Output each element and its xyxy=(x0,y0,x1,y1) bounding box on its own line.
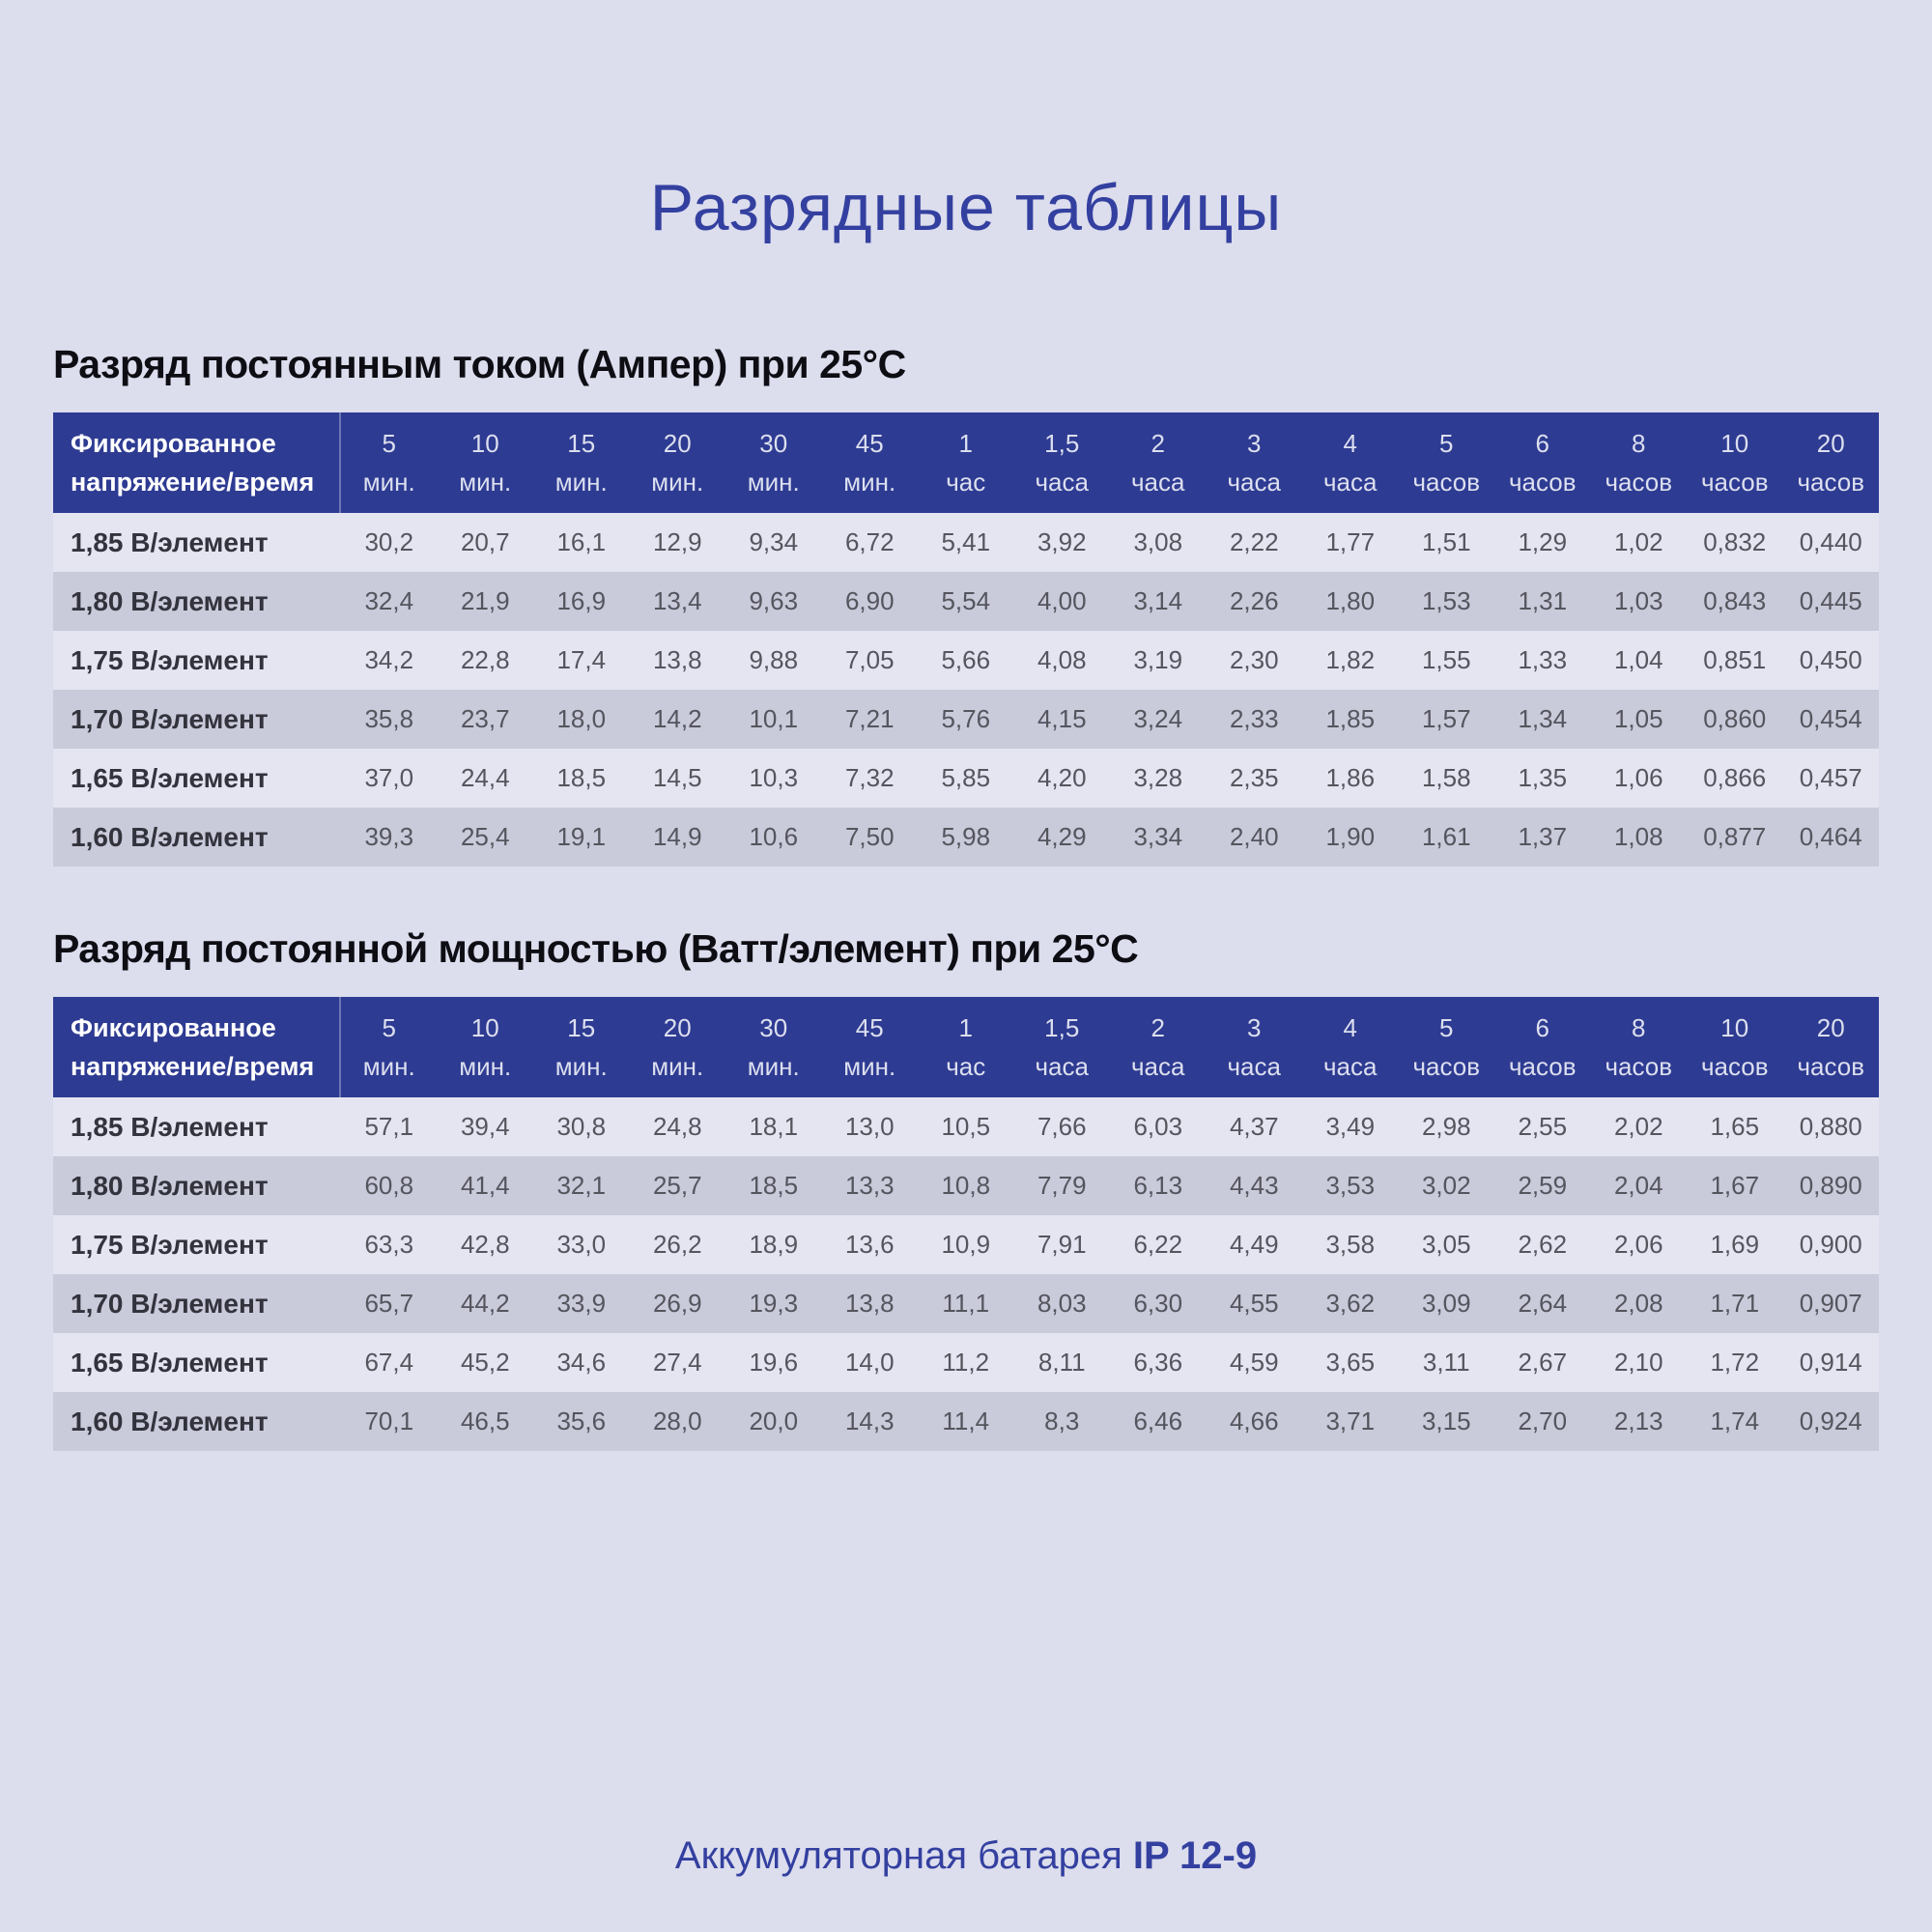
data-cell: 10,9 xyxy=(941,1230,991,1259)
table-header-row xyxy=(53,412,1879,513)
data-cell: 11,4 xyxy=(942,1406,990,1435)
data-cell: 33,9 xyxy=(556,1289,607,1318)
data-cell: 1,05 xyxy=(1613,704,1663,733)
data-cell: 2,30 xyxy=(1229,645,1279,674)
data-cell: 7,50 xyxy=(844,822,895,851)
data-cell: 9,34 xyxy=(749,527,799,556)
data-cell: 41,4 xyxy=(460,1171,510,1200)
data-cell: 11,1 xyxy=(942,1289,990,1318)
data-cell: 2,67 xyxy=(1518,1348,1568,1377)
data-cell: 18,1 xyxy=(749,1112,799,1141)
data-cell: 1,72 xyxy=(1710,1348,1760,1377)
data-cell: 1,51 xyxy=(1421,527,1471,556)
column-header: 2 часа xyxy=(1131,428,1185,497)
data-cell: 7,32 xyxy=(844,763,895,792)
data-cell: 7,05 xyxy=(844,645,895,674)
data-cell: 18,0 xyxy=(556,704,607,733)
column-header: 20 часов xyxy=(1797,1012,1865,1081)
column-header: 6 часов xyxy=(1508,1012,1577,1081)
data-cell: 5,66 xyxy=(941,645,991,674)
row-label: 1,85 В/элемент xyxy=(71,1111,269,1142)
data-cell: 45,2 xyxy=(460,1348,510,1377)
data-cell: 14,9 xyxy=(652,822,702,851)
row-label: 1,60 В/элемент xyxy=(71,1406,269,1436)
data-cell: 7,21 xyxy=(844,704,895,733)
data-cell: 18,5 xyxy=(749,1171,799,1200)
data-cell: 14,5 xyxy=(652,763,702,792)
data-cell: 1,31 xyxy=(1518,586,1568,615)
row-label: 1,75 В/элемент xyxy=(71,1229,269,1260)
data-cell: 13,3 xyxy=(844,1171,895,1200)
data-cell: 14,0 xyxy=(844,1348,895,1377)
data-cell: 24,4 xyxy=(460,763,510,792)
data-cell: 0,440 xyxy=(1799,527,1862,556)
data-cell: 3,58 xyxy=(1325,1230,1376,1259)
data-cell: 14,2 xyxy=(652,704,702,733)
data-cell: 1,85 xyxy=(1325,704,1376,733)
data-cell: 1,90 xyxy=(1325,822,1376,851)
data-cell: 39,4 xyxy=(460,1112,510,1141)
data-cell: 1,80 xyxy=(1325,586,1376,615)
data-cell: 46,5 xyxy=(460,1406,510,1435)
row-label: 1,65 В/элемент xyxy=(71,762,269,793)
data-cell: 2,26 xyxy=(1229,586,1279,615)
data-cell: 2,59 xyxy=(1518,1171,1568,1200)
table-header-row xyxy=(53,997,1879,1097)
data-cell: 5,85 xyxy=(941,763,991,792)
data-cell: 1,06 xyxy=(1613,763,1663,792)
column-header: 20 часов xyxy=(1797,428,1865,497)
data-cell: 2,62 xyxy=(1518,1230,1568,1259)
data-cell: 0,843 xyxy=(1703,586,1767,615)
data-cell: 17,4 xyxy=(556,645,607,674)
column-header: 4 часа xyxy=(1323,428,1378,497)
data-cell: 3,65 xyxy=(1325,1348,1376,1377)
data-cell: 0,890 xyxy=(1799,1171,1862,1200)
data-cell: 10,8 xyxy=(941,1171,991,1200)
column-header: 1,5 часа xyxy=(1035,428,1089,497)
discharge-current-table xyxy=(53,412,1879,867)
data-cell: 32,1 xyxy=(556,1171,607,1200)
data-cell: 70,1 xyxy=(364,1406,414,1435)
data-cell: 1,82 xyxy=(1325,645,1376,674)
column-header: 8 часов xyxy=(1605,428,1673,497)
column-header: 20 мин. xyxy=(651,428,704,497)
data-cell: 13,8 xyxy=(652,645,702,674)
data-cell: 3,92 xyxy=(1037,527,1087,556)
data-cell: 60,8 xyxy=(364,1171,414,1200)
data-cell: 34,2 xyxy=(364,645,414,674)
corner-header-label: Фиксированное напряжение/время xyxy=(53,412,341,513)
data-cell: 1,34 xyxy=(1518,704,1568,733)
data-cell: 12,9 xyxy=(652,527,702,556)
column-header: 4 часа xyxy=(1323,1012,1378,1081)
row-label: 1,60 В/элемент xyxy=(71,821,269,852)
data-cell: 19,3 xyxy=(749,1289,799,1318)
data-cell: 7,91 xyxy=(1037,1230,1087,1259)
data-cell: 26,9 xyxy=(652,1289,702,1318)
data-cell: 0,924 xyxy=(1799,1406,1862,1435)
data-cell: 2,02 xyxy=(1613,1112,1663,1141)
data-cell: 0,851 xyxy=(1703,645,1767,674)
table-row xyxy=(53,631,1879,690)
section-constant-current xyxy=(53,342,1879,867)
data-cell: 9,88 xyxy=(749,645,799,674)
data-cell: 24,8 xyxy=(652,1112,702,1141)
data-cell: 13,6 xyxy=(844,1230,895,1259)
data-cell: 2,06 xyxy=(1613,1230,1663,1259)
data-cell: 5,41 xyxy=(941,527,991,556)
column-header: 5 мин. xyxy=(362,1012,415,1081)
column-header: 30 мин. xyxy=(747,428,800,497)
data-cell: 30,2 xyxy=(364,527,414,556)
data-cell: 0,880 xyxy=(1799,1112,1862,1141)
data-cell: 0,866 xyxy=(1703,763,1767,792)
data-cell: 1,71 xyxy=(1710,1289,1760,1318)
column-header: 15 мин. xyxy=(554,428,608,497)
column-header: 10 мин. xyxy=(459,1012,512,1081)
table-row xyxy=(53,1333,1879,1392)
data-cell: 6,72 xyxy=(844,527,895,556)
data-cell: 5,98 xyxy=(941,822,991,851)
data-cell: 3,62 xyxy=(1325,1289,1376,1318)
data-cell: 6,13 xyxy=(1133,1171,1183,1200)
data-cell: 1,67 xyxy=(1710,1171,1760,1200)
data-cell: 1,35 xyxy=(1518,763,1568,792)
data-cell: 30,8 xyxy=(556,1112,607,1141)
footer-text: Аккумуляторная батарея xyxy=(674,1834,1133,1877)
data-cell: 3,09 xyxy=(1421,1289,1471,1318)
page-footer xyxy=(0,1834,1932,1878)
data-cell: 1,37 xyxy=(1518,822,1568,851)
table-row xyxy=(53,1097,1879,1156)
data-cell: 10,6 xyxy=(749,822,799,851)
data-cell: 32,4 xyxy=(364,586,414,615)
data-cell: 0,457 xyxy=(1799,763,1862,792)
data-cell: 27,4 xyxy=(652,1348,702,1377)
data-cell: 11,2 xyxy=(942,1348,990,1377)
data-cell: 57,1 xyxy=(364,1112,414,1141)
data-cell: 2,33 xyxy=(1229,704,1279,733)
data-cell: 4,59 xyxy=(1229,1348,1279,1377)
column-header: 1 час xyxy=(946,1012,986,1081)
data-cell: 4,55 xyxy=(1229,1289,1279,1318)
data-cell: 2,22 xyxy=(1229,527,1279,556)
data-cell: 4,37 xyxy=(1229,1112,1279,1141)
table-row xyxy=(53,690,1879,749)
table-row xyxy=(53,513,1879,572)
data-cell: 1,08 xyxy=(1613,822,1663,851)
column-header: 2 часа xyxy=(1131,1012,1185,1081)
data-cell: 1,55 xyxy=(1421,645,1471,674)
data-cell: 2,10 xyxy=(1613,1348,1663,1377)
data-cell: 1,03 xyxy=(1613,586,1663,615)
column-header: 5 мин. xyxy=(362,428,415,497)
discharge-power-table xyxy=(53,997,1879,1451)
footer-battery-model: IP 12-9 xyxy=(1132,1834,1258,1877)
data-cell: 65,7 xyxy=(364,1289,414,1318)
data-cell: 8,03 xyxy=(1037,1289,1087,1318)
data-cell: 3,53 xyxy=(1325,1171,1376,1200)
page-title: Разрядные таблицы xyxy=(649,171,1283,244)
data-cell: 2,70 xyxy=(1518,1406,1568,1435)
column-header: 10 часов xyxy=(1700,428,1769,497)
table-row xyxy=(53,572,1879,631)
data-cell: 0,464 xyxy=(1799,822,1862,851)
column-header: 30 мин. xyxy=(747,1012,800,1081)
data-cell: 1,69 xyxy=(1710,1230,1760,1259)
data-cell: 35,6 xyxy=(556,1406,607,1435)
column-header: 10 часов xyxy=(1700,1012,1769,1081)
data-cell: 1,65 xyxy=(1710,1112,1760,1141)
column-header: 10 мин. xyxy=(459,428,512,497)
data-cell: 3,19 xyxy=(1133,645,1183,674)
row-label: 1,75 В/элемент xyxy=(71,644,269,675)
column-header: 6 часов xyxy=(1508,428,1577,497)
data-cell: 25,7 xyxy=(652,1171,702,1200)
data-cell: 2,64 xyxy=(1518,1289,1568,1318)
data-cell: 2,04 xyxy=(1613,1171,1663,1200)
data-cell: 7,66 xyxy=(1037,1112,1087,1141)
data-cell: 63,3 xyxy=(364,1230,414,1259)
data-cell: 3,05 xyxy=(1421,1230,1471,1259)
column-header: 45 мин. xyxy=(843,1012,896,1081)
data-cell: 3,15 xyxy=(1421,1406,1471,1435)
data-cell: 2,40 xyxy=(1229,822,1279,851)
data-cell: 22,8 xyxy=(460,645,510,674)
data-cell: 1,29 xyxy=(1518,527,1568,556)
data-cell: 6,03 xyxy=(1133,1112,1183,1141)
data-cell: 4,43 xyxy=(1229,1171,1279,1200)
data-cell: 3,28 xyxy=(1133,763,1183,792)
data-cell: 10,1 xyxy=(749,704,799,733)
column-header: 3 часа xyxy=(1227,1012,1281,1081)
column-header: 5 часов xyxy=(1412,428,1481,497)
row-label: 1,85 В/элемент xyxy=(71,526,269,557)
column-header: 1,5 часа xyxy=(1035,1012,1089,1081)
data-cell: 6,46 xyxy=(1133,1406,1183,1435)
data-cell: 4,49 xyxy=(1229,1230,1279,1259)
data-cell: 1,53 xyxy=(1421,586,1471,615)
data-cell: 1,02 xyxy=(1613,527,1663,556)
data-cell: 23,7 xyxy=(460,704,510,733)
table-row xyxy=(53,1215,1879,1274)
section-heading-constant-power: Разряд постоянной мощностью (Ватт/элемент) при 25°C xyxy=(53,926,1139,971)
data-cell: 5,54 xyxy=(941,586,991,615)
data-cell: 1,57 xyxy=(1421,704,1471,733)
data-cell: 33,0 xyxy=(556,1230,607,1259)
data-cell: 13,4 xyxy=(652,586,702,615)
column-header: 8 часов xyxy=(1605,1012,1673,1081)
data-cell: 0,832 xyxy=(1703,527,1767,556)
data-cell: 34,6 xyxy=(556,1348,607,1377)
data-cell: 2,55 xyxy=(1518,1112,1568,1141)
data-cell: 20,0 xyxy=(749,1406,799,1435)
data-cell: 2,08 xyxy=(1613,1289,1663,1318)
data-cell: 0,860 xyxy=(1703,704,1767,733)
data-cell: 18,9 xyxy=(749,1230,799,1259)
row-label: 1,70 В/элемент xyxy=(71,1288,269,1319)
table-row xyxy=(53,1392,1879,1451)
data-cell: 6,22 xyxy=(1133,1230,1183,1259)
data-cell: 13,8 xyxy=(844,1289,895,1318)
data-cell: 3,08 xyxy=(1133,527,1183,556)
data-cell: 39,3 xyxy=(364,822,414,851)
row-label: 1,65 В/элемент xyxy=(71,1347,269,1378)
column-header: 5 часов xyxy=(1412,1012,1481,1081)
data-cell: 4,20 xyxy=(1037,763,1087,792)
data-cell: 35,8 xyxy=(364,704,414,733)
data-cell: 16,9 xyxy=(556,586,607,615)
data-cell: 8,11 xyxy=(1037,1348,1086,1377)
data-cell: 4,00 xyxy=(1037,586,1087,615)
data-cell: 3,34 xyxy=(1133,822,1183,851)
data-cell: 7,79 xyxy=(1037,1171,1087,1200)
data-cell: 4,29 xyxy=(1037,822,1087,851)
data-cell: 6,36 xyxy=(1133,1348,1183,1377)
data-cell: 0,900 xyxy=(1799,1230,1862,1259)
column-header: 15 мин. xyxy=(554,1012,608,1081)
data-cell: 2,13 xyxy=(1613,1406,1663,1435)
data-cell: 6,90 xyxy=(844,586,895,615)
data-cell: 1,58 xyxy=(1421,763,1471,792)
data-cell: 8,3 xyxy=(1044,1406,1080,1435)
data-cell: 21,9 xyxy=(460,586,510,615)
data-cell: 0,450 xyxy=(1799,645,1862,674)
data-cell: 3,14 xyxy=(1133,586,1183,615)
data-cell: 0,914 xyxy=(1799,1348,1862,1377)
data-cell: 4,66 xyxy=(1229,1406,1279,1435)
data-cell: 1,61 xyxy=(1421,822,1471,851)
data-cell: 4,08 xyxy=(1037,645,1087,674)
data-cell: 4,15 xyxy=(1037,704,1087,733)
data-cell: 10,5 xyxy=(941,1112,991,1141)
data-cell: 3,49 xyxy=(1325,1112,1376,1141)
data-cell: 26,2 xyxy=(652,1230,702,1259)
section-heading-constant-current: Разряд постоянным током (Ампер) при 25°C xyxy=(53,342,906,386)
data-cell: 20,7 xyxy=(460,527,510,556)
corner-header-label: Фиксированное напряжение/время xyxy=(53,997,341,1097)
data-cell: 25,4 xyxy=(460,822,510,851)
table-row xyxy=(53,808,1879,867)
data-cell: 0,445 xyxy=(1799,586,1862,615)
data-cell: 37,0 xyxy=(364,763,414,792)
data-cell: 2,98 xyxy=(1421,1112,1471,1141)
data-cell: 0,877 xyxy=(1703,822,1767,851)
data-cell: 44,2 xyxy=(460,1289,510,1318)
table-row xyxy=(53,749,1879,808)
data-cell: 19,1 xyxy=(556,822,607,851)
data-cell: 3,71 xyxy=(1325,1406,1376,1435)
row-label: 1,80 В/элемент xyxy=(71,1170,269,1201)
data-cell: 13,0 xyxy=(844,1112,895,1141)
row-label: 1,70 В/элемент xyxy=(71,703,269,734)
data-cell: 1,04 xyxy=(1613,645,1663,674)
data-cell: 3,24 xyxy=(1133,704,1183,733)
data-cell: 28,0 xyxy=(652,1406,702,1435)
data-cell: 1,77 xyxy=(1325,527,1376,556)
data-cell: 3,02 xyxy=(1421,1171,1471,1200)
data-cell: 0,454 xyxy=(1799,704,1862,733)
column-header: 1 час xyxy=(946,428,986,497)
column-header: 20 мин. xyxy=(651,1012,704,1081)
section-constant-power xyxy=(53,926,1879,1451)
data-cell: 19,6 xyxy=(749,1348,799,1377)
row-label: 1,80 В/элемент xyxy=(71,585,269,616)
data-cell: 18,5 xyxy=(556,763,607,792)
data-cell: 0,907 xyxy=(1799,1289,1862,1318)
data-cell: 1,74 xyxy=(1710,1406,1760,1435)
data-cell: 67,4 xyxy=(364,1348,414,1377)
data-cell: 2,35 xyxy=(1229,763,1279,792)
data-cell: 5,76 xyxy=(941,704,991,733)
table-row xyxy=(53,1156,1879,1215)
data-cell: 16,1 xyxy=(556,527,607,556)
data-cell: 9,63 xyxy=(749,586,799,615)
data-cell: 6,30 xyxy=(1133,1289,1183,1318)
data-cell: 42,8 xyxy=(460,1230,510,1259)
data-cell: 3,11 xyxy=(1422,1348,1470,1377)
data-cell: 14,3 xyxy=(844,1406,895,1435)
data-cell: 1,86 xyxy=(1325,763,1376,792)
column-header: 45 мин. xyxy=(843,428,896,497)
data-cell: 10,3 xyxy=(749,763,799,792)
table-row xyxy=(53,1274,1879,1333)
data-cell: 1,33 xyxy=(1518,645,1568,674)
column-header: 3 часа xyxy=(1227,428,1281,497)
